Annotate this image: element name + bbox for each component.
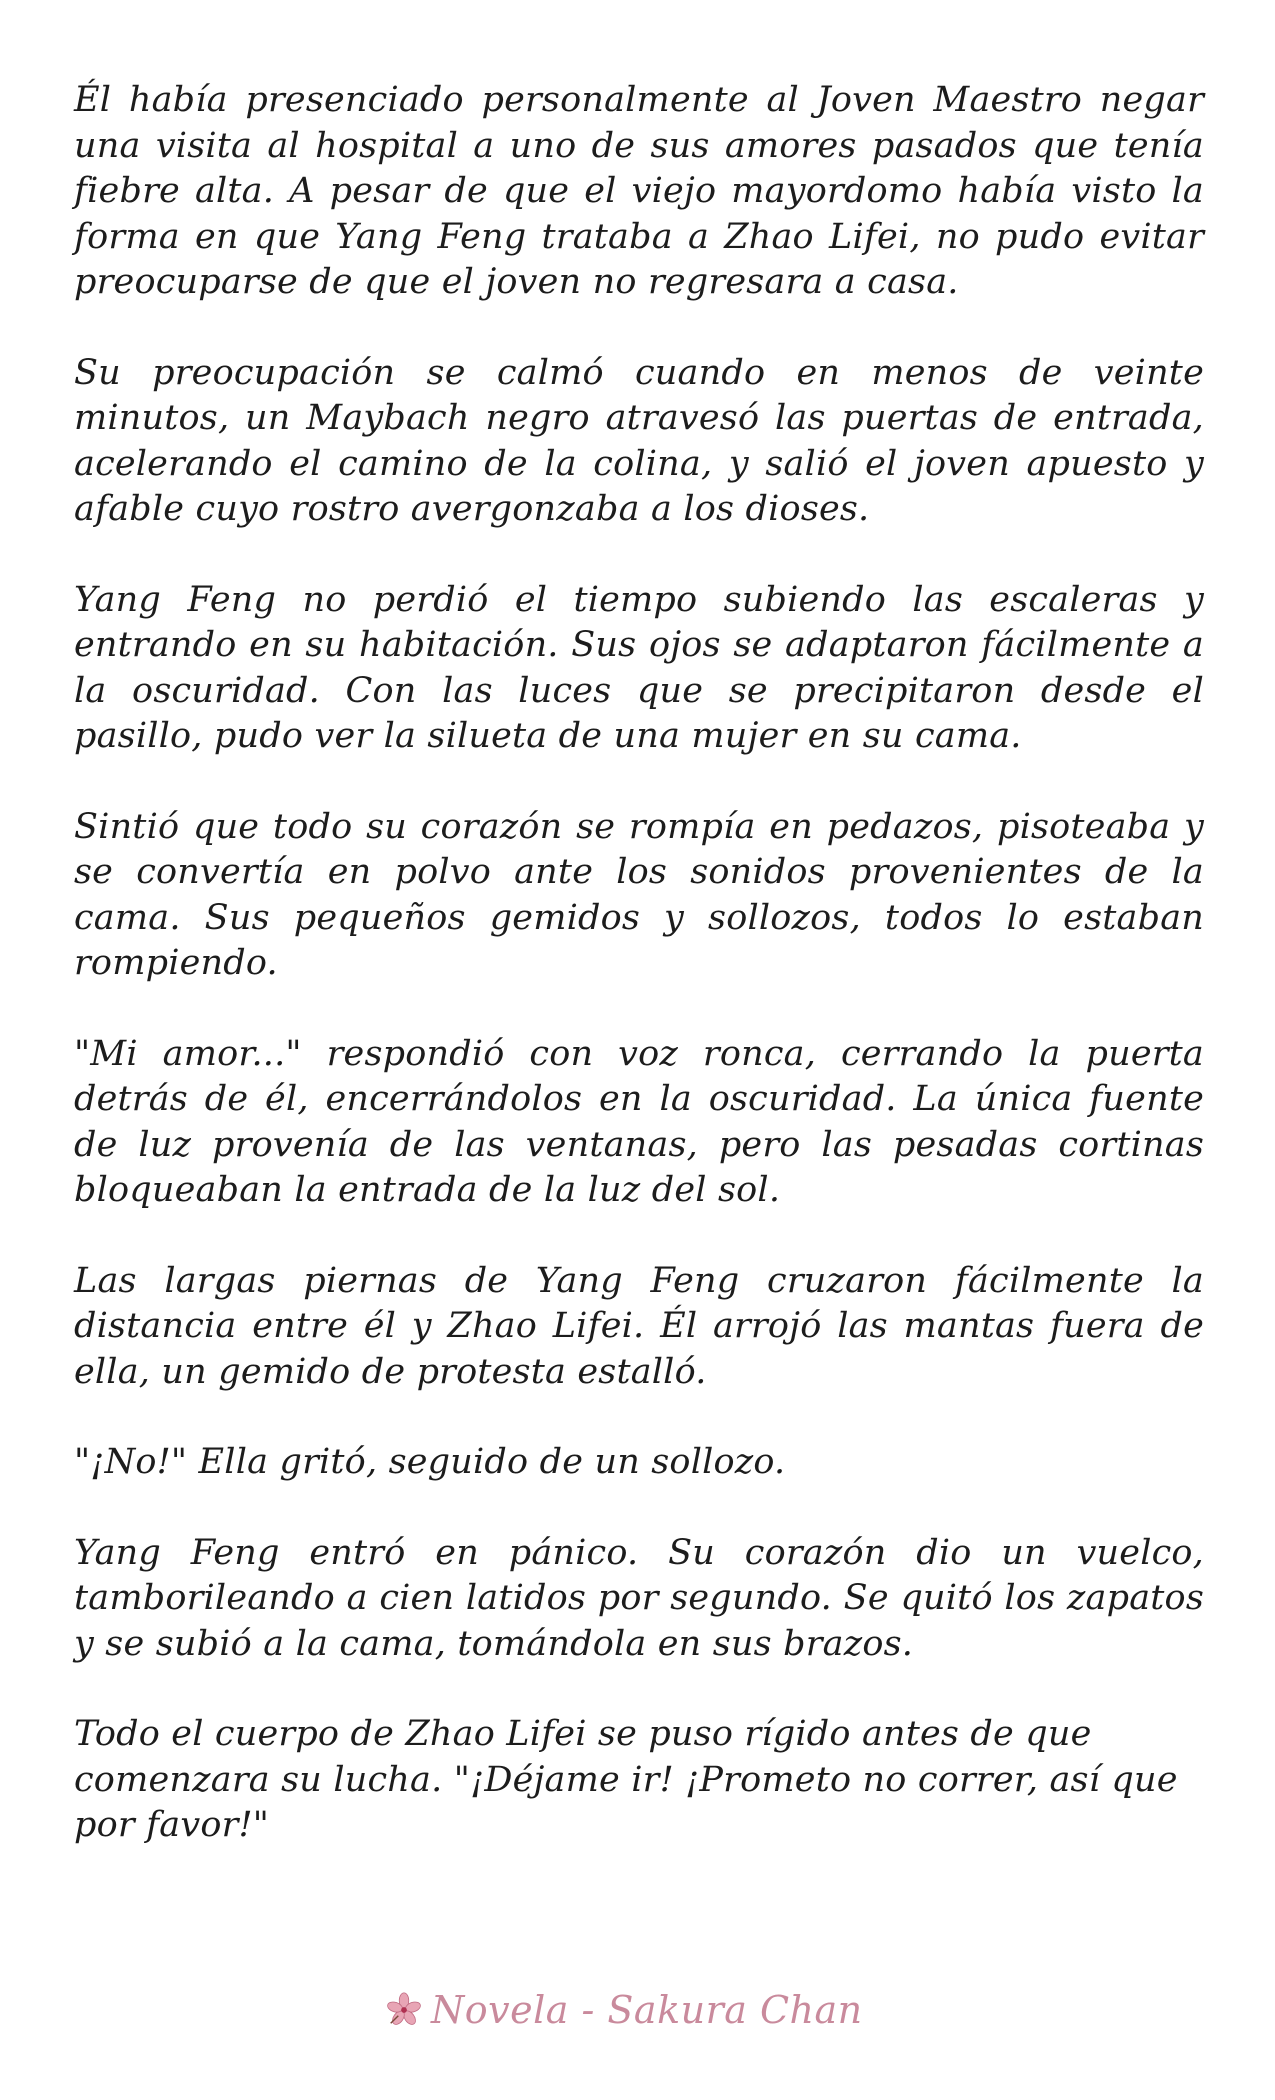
paragraph-1: Él había presenciado personalmente al Joven Maestro negar una visita al hospital a uno de sus amores pasados que tenía fiebre alta. A pesar de que el viejo mayordomo había visto la forma en que Yang Feng trataba a Zhao Lifei, no pudo evitar preocuparse de que el joven no regresara a casa. — [74, 80, 1204, 302]
paragraph-9: Todo el cuerpo de Zhao Lifei se puso rígido antes de que comenzara su lucha. "¡Déjame ir! ¡Prometo no correr, así que por favor!" — [74, 1714, 1178, 1845]
paragraph-8: Yang Feng entró en pánico. Su corazón dio un vuelco, tamborileando a cien latidos por segundo. Se quitó los zapatos y se subió a la cama, tomándola en sus brazos. — [74, 1532, 1204, 1664]
paragraph-5: "Mi amor..." respondió con voz ronca, cerrando la puerta detrás de él, encerrándolos en la oscuridad. La única fuente de luz provenía de las ventanas, pero las pesadas cortinas bloqueaban la entrada de la luz del sol. — [74, 1033, 1204, 1210]
paragraph-6: Las largas piernas de Yang Feng cruzaron fácilmente la distancia entre él y Zhao Lifei. Él arrojó las mantas fuera de ella, un gemido de protesta estalló. — [74, 1260, 1204, 1392]
paragraph-7: "¡No!" Ella gritó, seguido de un sollozo. — [74, 1442, 786, 1482]
watermark-text: Novela - Sakura Chan — [431, 1988, 863, 2032]
watermark — [385, 1986, 863, 2034]
paragraph-4: Sintió que todo su corazón se rompía en pedazos, pisoteaba y se convertía en polvo ante los sonidos provenientes de la cama. Sus pequeños gemidos y sollozos, todos lo estaban rompiendo. — [74, 806, 1204, 983]
paragraph-3: Yang Feng no perdió el tiempo subiendo las escaleras y entrando en su habitación. Sus ojos se adaptaron fácilmente a la oscuridad. Con las luces que se precipitaron desde el pasillo, pudo ver la silueta de una mujer en su cama. — [74, 579, 1204, 756]
document-body — [74, 78, 1204, 1849]
sakura-flower-icon — [385, 1991, 423, 2029]
paragraph-2: Su preocupación se calmó cuando en menos de veinte minutos, un Maybach negro atravesó las puertas de entrada, acelerando el camino de la colina, y salió el joven apuesto y afable cuyo rostro avergonzaba a los dioses. — [74, 352, 1204, 529]
